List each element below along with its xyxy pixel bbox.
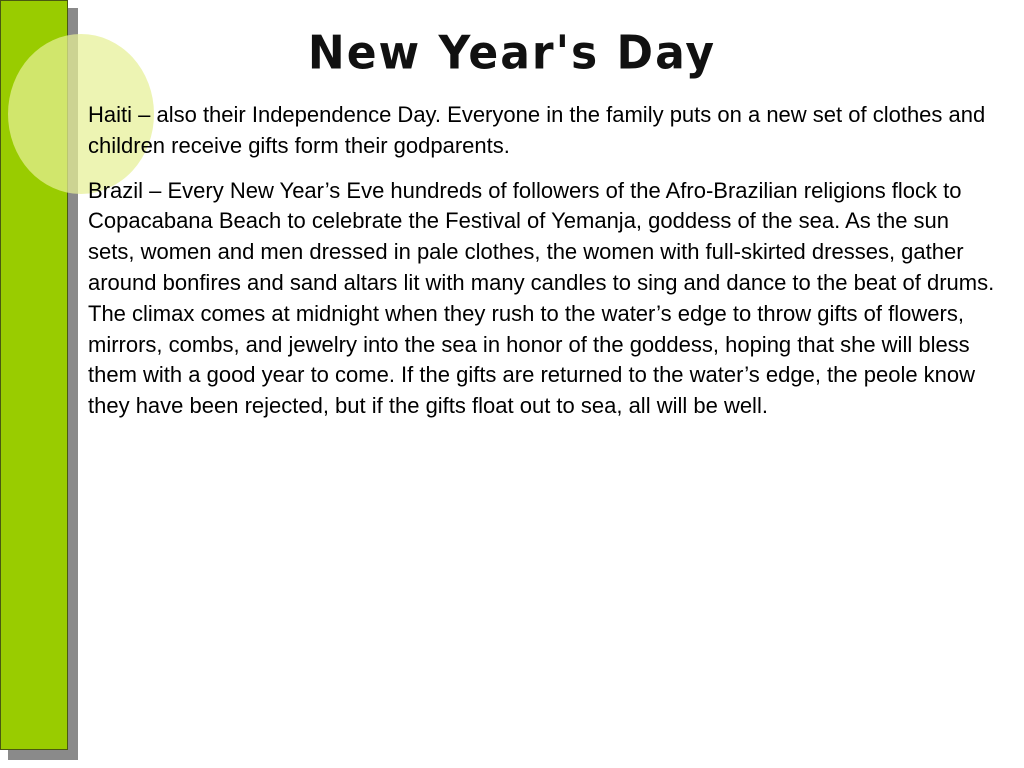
- slide-body: [88, 100, 996, 436]
- slide-title: New Year's Day: [307, 26, 717, 81]
- paragraph-haiti: Haiti – also their Independence Day. Everyone in the family puts on a new set of clothes and children receive gifts form their godparents.: [88, 102, 986, 158]
- paragraph-brazil: Brazil – Every New Year’s Eve hundreds of followers of the Afro-Brazilian religions flock to Copacabana Beach to celebrate the Festival of Yemanja, goddess of the sea. As the sun sets, women and men dressed in pale clothes, the women with full-skirted dresses, gather around bonfires and sand altars lit with many candles to sing and dance to the beat of drums. The climax comes at midnight when they rush to the water’s edge to throw gifts of flowers, mirrors, combs, and jewelry into the sea in honor of the goddess, hoping that she will bless them with a good year to come. If the gifts are returned to the water’s edge, the peole know they have been rejected, but if the gifts float out to sea, all will be well.: [88, 177, 995, 419]
